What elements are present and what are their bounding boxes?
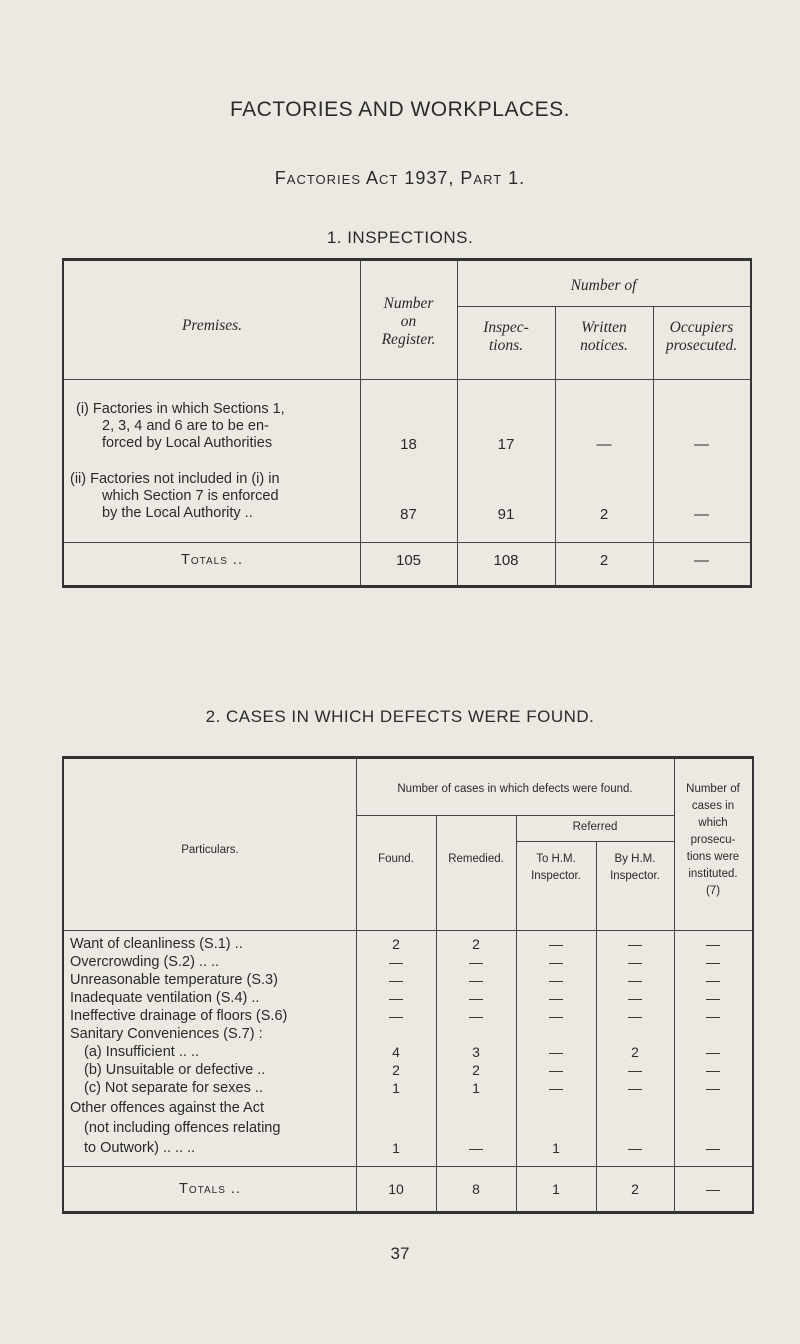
header-register: Number on Register. [381,295,436,348]
cell-by-hm: — [628,972,642,988]
cell-by-hm: — [628,1062,642,1078]
cell-by-hm: — [628,1140,642,1156]
totals-label: Totals .. [181,552,243,568]
table-row: (not including offences relating [84,1120,281,1136]
cell-to-hm: — [549,954,563,970]
cell-to-hm: — [549,1008,563,1024]
cell-found: 4 [392,1044,400,1060]
defects-table [62,756,754,1214]
totals-label: Totals .. [179,1181,241,1197]
page-title: FACTORIES AND WORKPLACES. [229,98,571,121]
inspections-title: 1. INSPECTIONS. [326,228,474,247]
cell-remedied: — [469,954,483,970]
header-number-of: Number of [570,277,637,294]
row1-register: 18 [400,436,417,453]
cell-to-hm: — [549,936,563,952]
cell-to-hm: — [549,972,563,988]
cell-prosecutions: — [706,1044,720,1060]
cell-prosecutions: — [706,954,720,970]
header-number-cases: Number of cases in which defects were found. [397,783,633,795]
table-row: (b) Unsuitable or defective .. [84,1062,266,1078]
totals-prosecutions: — [706,1181,720,1197]
header-found: Found. [378,853,414,865]
cell-found: — [389,990,403,1006]
header-prosecutions: Number of cases in which prosecu- tions were instituted. (7) [686,783,740,897]
cell-prosecutions: — [706,990,720,1006]
cell-found: 2 [392,936,400,952]
header-referred: Referred [572,821,618,833]
header-remedied: Remedied. [448,853,504,865]
table-row: Ineffective drainage of floors (S.6) [70,1008,288,1024]
totals-notices: 2 [599,552,609,569]
header-by-hm: By H.M. Inspector. [610,853,660,882]
cell-remedied: — [469,1140,483,1156]
cell-prosecutions: — [706,1062,720,1078]
row1-prosecuted: — [694,436,709,453]
totals-remedied: 8 [472,1181,480,1197]
cell-prosecutions: — [706,1140,720,1156]
cell-prosecutions: — [706,936,720,952]
table-row: Unreasonable temperature (S.3) [70,972,278,988]
cell-found: — [389,972,403,988]
header-inspections: Inspec- tions. [483,319,529,354]
cell-prosecutions: — [706,1008,720,1024]
table-row: (c) Not separate for sexes .. [84,1080,263,1096]
row2-notices: 2 [599,506,609,523]
cell-to-hm: 1 [552,1140,560,1156]
cell-remedied: 2 [472,1062,480,1078]
totals-register: 105 [395,552,422,569]
cell-remedied: 3 [472,1044,480,1060]
row1-notices: — [596,436,612,453]
table-row: Other offences against the Act [70,1100,264,1116]
row-label: (i) Factories in which Sections 1, 2, 3, 4 and 6 are to be en- forced by Local Authorities [76,401,285,451]
cell-by-hm: — [628,1080,642,1096]
totals-by-hm: 2 [631,1181,639,1197]
cell-prosecutions: — [706,972,720,988]
cell-to-hm: — [549,1062,563,1078]
cell-found: 2 [392,1062,400,1078]
totals-inspections: 108 [493,552,519,569]
cell-to-hm: — [549,1044,563,1060]
table-row: Sanitary Conveniences (S.7) : [70,1026,263,1042]
page-subtitle: Factories Act 1937, Part 1. [274,168,526,188]
header-premises: Premises. [181,317,243,334]
table-row: Inadequate ventilation (S.4) .. [70,990,260,1006]
cell-found: 1 [392,1140,400,1156]
cell-by-hm: — [628,990,642,1006]
header-prosecuted: Occupiers prosecuted. [665,319,738,354]
cell-by-hm: — [628,1008,642,1024]
cell-by-hm: — [628,936,642,952]
cell-remedied: — [469,972,483,988]
cell-remedied: 2 [472,936,480,952]
cell-to-hm: — [549,1080,563,1096]
cell-found: — [389,954,403,970]
cell-by-hm: — [628,954,642,970]
header-to-hm: To H.M. Inspector. [531,853,581,882]
totals-to-hm: 1 [552,1181,560,1197]
table-row: Want of cleanliness (S.1) .. [70,936,243,952]
cell-found: — [389,1008,403,1024]
row2-register: 87 [400,506,417,523]
row1-inspections: 17 [497,436,515,453]
cell-remedied: 1 [472,1080,480,1096]
table-row: to Outwork) .. .. .. [84,1140,196,1156]
cell-found: 1 [392,1080,400,1096]
page-number: 37 [390,1244,410,1263]
header-notices: Written notices. [580,319,628,354]
totals-found: 10 [388,1181,404,1197]
cell-prosecutions: — [706,1080,720,1096]
cell-remedied: — [469,1008,483,1024]
cell-by-hm: 2 [631,1044,639,1060]
cell-to-hm: — [549,990,563,1006]
table-row: (a) Insufficient .. .. [84,1044,199,1060]
totals-prosecuted: — [694,552,709,569]
inspections-table [62,258,752,588]
row-label: (ii) Factories not included in (i) in which Section 7 is enforced by the Local Authority .. [70,471,280,521]
row2-inspections: 91 [497,506,515,523]
table-row: Overcrowding (S.2) .. .. [70,954,220,970]
header-particulars: Particulars. [181,844,239,856]
cell-remedied: — [469,990,483,1006]
defects-title: 2. CASES IN WHICH DEFECTS WERE FOUND. [205,707,595,726]
row2-prosecuted: — [694,506,709,523]
